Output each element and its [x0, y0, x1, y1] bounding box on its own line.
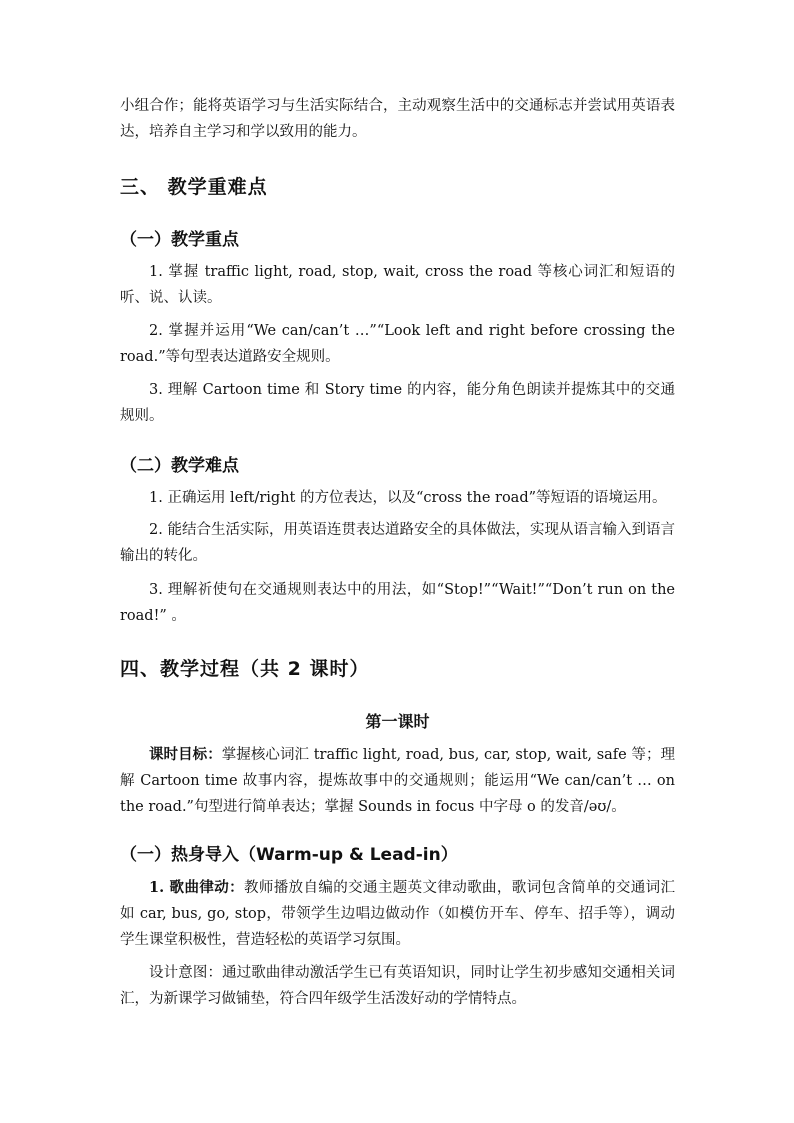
intro-paragraph: 小组合作；能将英语学习与生活实际结合，主动观察生活中的交通标志并尝试用英语表达，培养自主学习和学以致用的能力。 [120, 98, 675, 140]
section-4-heading: 四、教学过程（共 2 课时） [120, 658, 370, 680]
key-point-1: 1. 掌握 traffic light, road, stop, wait, cross the road 等核心词汇和短语的听、说、认读。 [120, 264, 675, 306]
lesson-goal-text: 掌握核心词汇 traffic light, road, bus, car, stop, wait, safe 等；理解 Cartoon time 故事内容，提炼故事中的交通规则；能运用“We can/can’t … on the road.”句型进行简单表达；掌握 Sounds in focus 中字母 o 的发音/əʊ/。 [120, 747, 675, 815]
lesson-1-title: 第一课时 [365, 712, 430, 731]
design-intent: 设计意图：通过歌曲律动激活学生已有英语知识，同时让学生初步感知交通相关词汇，为新课学习做铺垫，符合四年级学生活泼好动的学情特点。 [120, 965, 675, 1007]
lesson-goal-label: 课时目标： [149, 746, 222, 763]
difficult-point-2: 2. 能结合生活实际，用英语连贯表达道路安全的具体做法，实现从语言输入到语言输出的转化。 [120, 522, 675, 564]
lesson-1-goal [120, 742, 675, 820]
warmup-item-1-text: 教师播放自编的交通主题英文律动歌曲，歌词包含简单的交通词汇如 car, bus, go, stop，带领学生边唱边做动作（如模仿开车、停车、招手等），调动学生课堂积极性，营造轻松的英语学习氛围。 [120, 880, 676, 948]
difficult-points-heading: （二）教学难点 [120, 456, 239, 476]
warmup-item-1 [120, 875, 675, 953]
key-points-heading: （一）教学重点 [120, 230, 239, 250]
warmup-item-1-label: 1. 歌曲律动： [149, 879, 244, 896]
difficult-point-3: 3. 理解祈使句在交通规则表达中的用法，如“Stop!”“Wait!”“Don’t run on the road!” 。 [120, 582, 675, 624]
difficult-point-1: 1. 正确运用 left/right 的方位表达，以及“cross the road”等短语的语境运用。 [149, 490, 667, 506]
key-point-3: 3. 理解 Cartoon time 和 Story time 的内容，能分角色朗读并提炼其中的交通规则。 [120, 382, 675, 424]
warmup-heading: （一）热身导入（Warm-up & Lead-in） [120, 845, 458, 865]
key-point-2: 2. 掌握并运用“We can/can’t …”“Look left and right before crossing the road.”等句型表达道路安全规则。 [120, 323, 675, 365]
section-3-heading: 三、 教学重难点 [120, 176, 268, 198]
